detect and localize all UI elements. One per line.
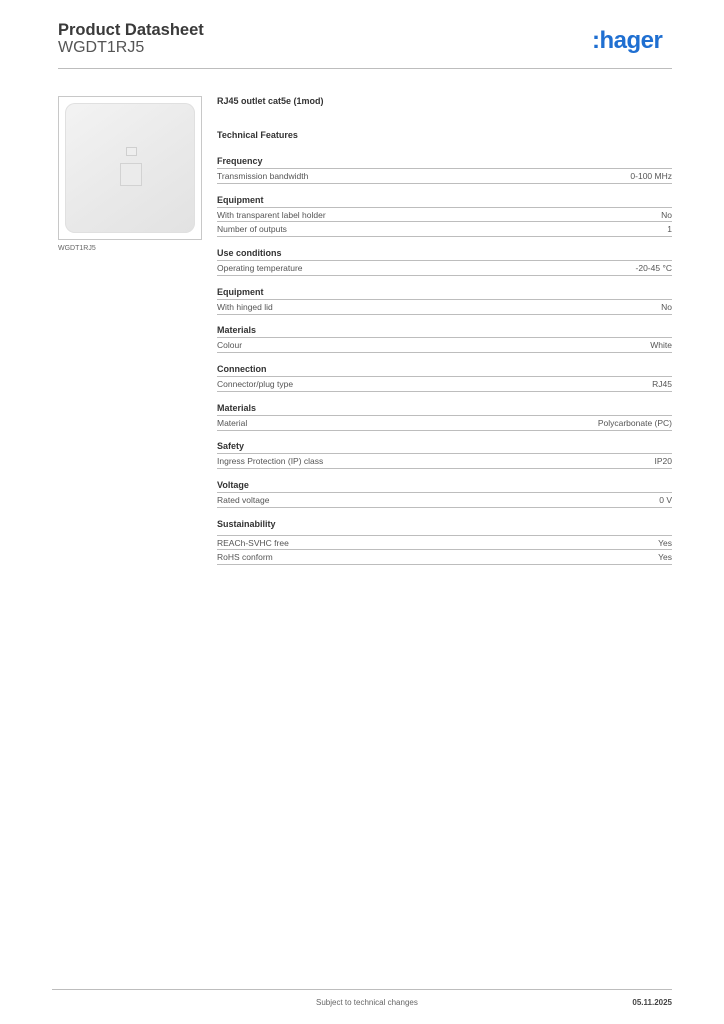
spec-label: REACh-SVHC free xyxy=(217,538,289,548)
spec-label: Transmission bandwidth xyxy=(217,171,309,181)
section-title: Equipment xyxy=(217,287,264,297)
spec-label: With hinged lid xyxy=(217,302,273,312)
footer-divider xyxy=(52,989,672,990)
spec-label: Connector/plug type xyxy=(217,379,294,389)
spec-value: 1 xyxy=(667,224,672,234)
spec-value: RJ45 xyxy=(652,379,672,389)
spec-row xyxy=(217,415,672,431)
spec-label: With transparent label holder xyxy=(217,210,326,220)
spec-value: 0-100 MHz xyxy=(630,171,672,181)
outlet-plate xyxy=(65,103,195,233)
spec-value: White xyxy=(650,340,672,350)
rj45-socket xyxy=(120,163,142,186)
spec-label: Material xyxy=(217,418,248,428)
spec-label: Number of outputs xyxy=(217,224,287,234)
spec-row xyxy=(217,260,672,276)
image-caption: WGDT1RJ5 xyxy=(58,245,96,252)
product-image xyxy=(58,96,202,240)
product-name: RJ45 outlet cat5e (1mod) xyxy=(217,96,324,106)
spec-row xyxy=(217,376,672,392)
spec-row xyxy=(217,535,672,550)
spec-value: Yes xyxy=(658,552,672,562)
section-title: Materials xyxy=(217,325,257,335)
spec-value: 0 V xyxy=(659,495,672,505)
spec-value: IP20 xyxy=(654,456,672,466)
spec-value: -20-45 °C xyxy=(635,263,672,273)
footer-note: Subject to technical changes xyxy=(316,998,418,1007)
product-code: WGDT1RJ5 xyxy=(58,39,145,56)
label-slot xyxy=(126,147,137,156)
spec-row xyxy=(217,549,672,565)
section-title: Equipment xyxy=(217,195,264,205)
spec-value: No xyxy=(661,210,672,220)
section-title: Voltage xyxy=(217,480,249,490)
section-title: Safety xyxy=(217,441,245,451)
section-title: Materials xyxy=(217,403,257,413)
spec-row xyxy=(217,453,672,469)
spec-value: Polycarbonate (PC) xyxy=(597,418,672,428)
spec-row xyxy=(217,337,672,353)
datasheet-title: Product Datasheet xyxy=(58,21,204,39)
spec-value: No xyxy=(661,302,672,312)
spec-row xyxy=(217,492,672,508)
section-title: Frequency xyxy=(217,156,263,166)
spec-row xyxy=(217,168,672,184)
section-title: Use conditions xyxy=(217,248,282,258)
spec-label: Operating temperature xyxy=(217,263,303,273)
spec-label: Ingress Protection (IP) class xyxy=(217,456,324,466)
spec-label: Colour xyxy=(217,340,243,350)
spec-label: Rated voltage xyxy=(217,495,270,505)
section-title: Connection xyxy=(217,364,267,374)
spec-label: RoHS conform xyxy=(217,552,273,562)
technical-features-heading: Technical Features xyxy=(217,130,298,140)
spec-row xyxy=(217,299,672,315)
hager-logo: :hager xyxy=(592,27,663,54)
spec-row xyxy=(217,207,672,222)
footer-date: 05.11.2025 xyxy=(632,998,672,1007)
spec-value: Yes xyxy=(658,538,672,548)
header-divider xyxy=(58,68,672,69)
section-title: Sustainability xyxy=(217,519,276,529)
spec-row xyxy=(217,221,672,237)
